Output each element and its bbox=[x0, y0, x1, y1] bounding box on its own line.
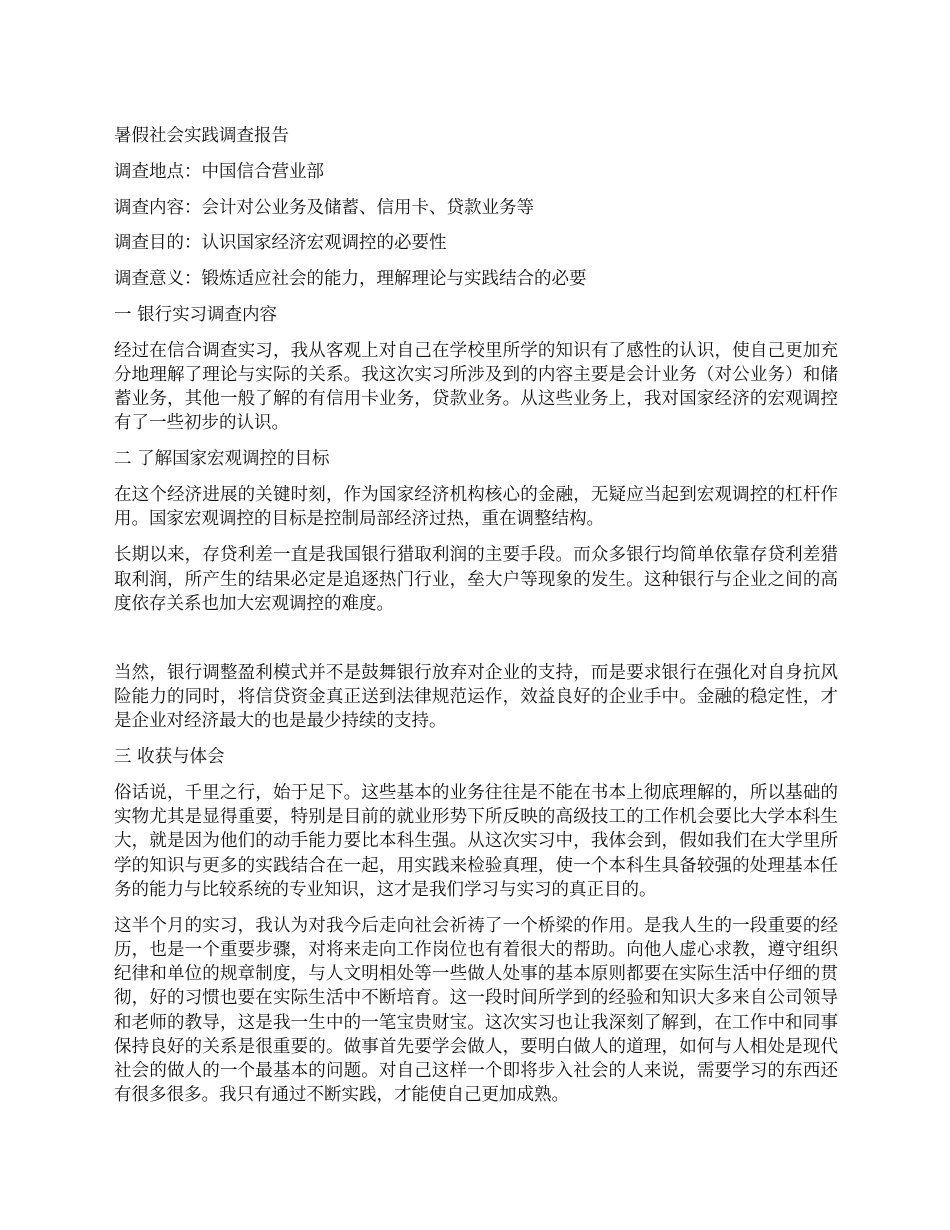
meta-purpose: 调查目的：认识国家经济宏观调控的必要性 bbox=[114, 233, 447, 254]
section-heading-2: 二 了解国家宏观调控的目标 bbox=[114, 449, 330, 470]
section-heading-1: 一 银行实习调查内容 bbox=[114, 304, 278, 325]
section-2-paragraph-1: 在这个经济进展的关键时刻，作为国家经济机构核心的金融，无疑应当起到宏观调控的杠杆作用。国家宏观调控的目标是控制局部经济过热，重在调整结构。 bbox=[114, 485, 838, 530]
section-heading-3: 三 收获与体会 bbox=[114, 747, 225, 768]
meta-content: 调查内容：会计对公业务及储蓄、信用卡、贷款业务等 bbox=[114, 197, 534, 218]
meta-significance: 调查意义：锻炼适应社会的能力，理解理论与实践结合的必要 bbox=[114, 269, 587, 290]
section-2-paragraph-3: 当然，银行调整盈利模式并不是鼓舞银行放弃对企业的支持，而是要求银行在强化对自身抗风险能力的同时，将信贷资金真正送到法律规范运作，效益良好的企业手中。金融的稳定性，才是企业对经济最大的也是最少持续的支持。 bbox=[114, 662, 838, 732]
section-2-paragraph-2: 长期以来，存贷利差一直是我国银行猎取利润的主要手段。而众多银行均简单依靠存贷利差猎取利润，所产生的结果必定是追逐热门行业，垒大户等现象的发生。这种银行与企业之间的高度依存关系也加大宏观调控的难度。 bbox=[114, 545, 838, 614]
section-3-paragraph-1: 俗话说，千里之行，始于足下。这些基本的业务往往是不能在书本上彻底理解的，所以基础的实物尤其是显得重要，特别是目前的就业形势下所反映的高级技工的工作机会要比大学本科生大，就是因为他们的动手能力要比本科生强。从这次实习中，我体会到，假如我们在大学里所学的知识与更多的实践结合在一起，用实践来检验真理，使一个本科生具备较强的处理基本任务的能力与比较系统的专业知识，这才是我们学习与实习的真正目的。 bbox=[114, 783, 838, 900]
document-body bbox=[114, 124, 838, 1119]
section-1-paragraph-1: 经过在信合调查实习，我从客观上对自己在学校里所学的知识有了感性的认识，使自己更加充分地理解了理论与实际的关系。我这次实习所涉及到的内容主要是会计业务（对公业务）和储蓄业务，其他一般了解的有信用卡业务，贷款业务。从这些业务上，我对国家经济的宏观调控有了一些初步的认识。 bbox=[114, 340, 838, 434]
document-title: 暑假社会实践调查报告 bbox=[114, 126, 289, 146]
meta-location: 调查地点：中国信合营业部 bbox=[114, 161, 324, 182]
blank-gap bbox=[114, 628, 838, 661]
section-3-paragraph-2: 这半个月的实习，我认为对我今后走向社会祈祷了一个桥梁的作用。是我人生的一段重要的经历，也是一个重要步骤，对将来走向工作岗位也有着很大的帮助。向他人虚心求教，遵守组织纪律和单位的规章制度，与人文明相处等一些做人处事的基本原则都要在实际生活中仔细的贯彻，好的习惯也要在实际生活中不断培育。这一段时间所学到的经验和知识大多来自公司领导和老师的教导，这是我一生中的一笔宝贵财宝。这次实习也让我深刻了解到，在工作中和同事保持良好的关系是很重要的。做事首先要学会做人，要明白做人的道理，如何与人相处是现代社会的做人的一个最基本的问题。对自己这样一个即将步入社会的人来说，需要学习的东西还有很多很多。我只有通过不断实践，才能使自己更加成熟。 bbox=[114, 915, 838, 1106]
